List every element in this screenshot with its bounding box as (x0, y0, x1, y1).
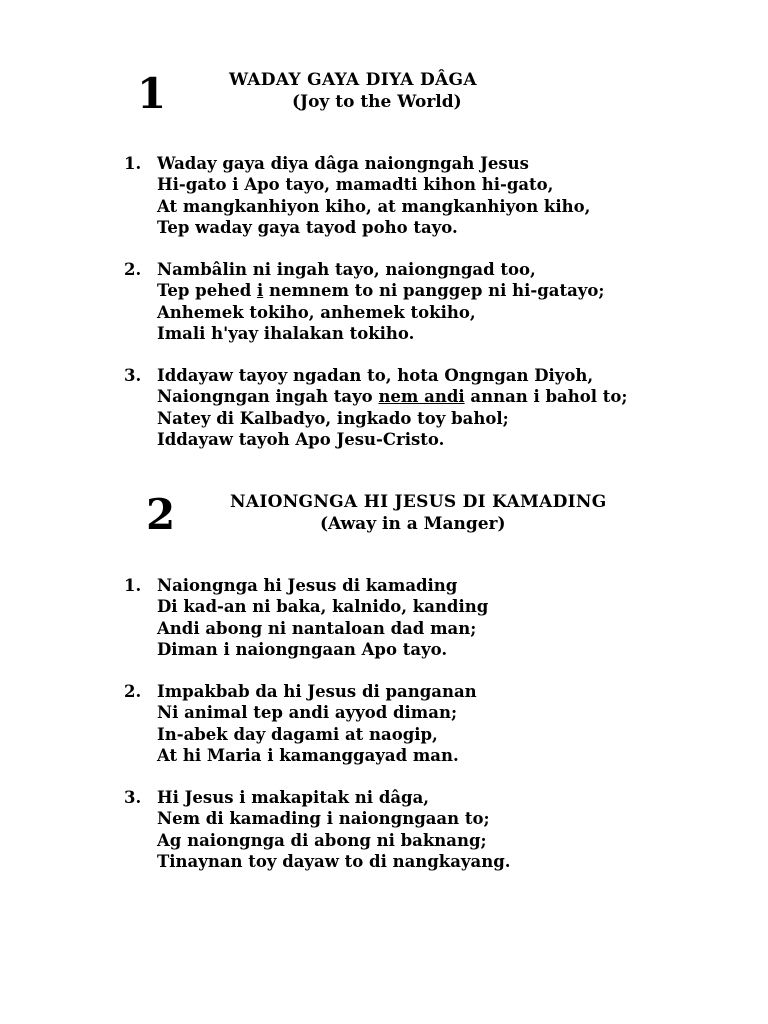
verse-line: Nem di kamading i naiongngaan to; (157, 809, 490, 829)
verse-line: Hi-gato i Apo tayo, mamadti kihon hi-gato, (157, 175, 554, 195)
underlined-text: i (256, 281, 264, 301)
verse-line: Ag naiongnga di abong ni baknang; (157, 830, 487, 850)
verse-line: Tinaynan toy dayaw to di nangkayang. (157, 852, 511, 872)
verse-line: Naiongnga hi Jesus di kamading (157, 576, 458, 595)
verse-line: Tep waday gaya tayod poho tayo. (157, 218, 458, 238)
verse-number: 3. (124, 788, 142, 807)
verse-number: 3. (124, 366, 142, 385)
hymn-number: 1 (137, 69, 167, 118)
hymn-number: 2 (146, 490, 176, 539)
verse-line: Nambâlin ni ingah tayo, naiongngad too, (157, 260, 536, 279)
verse-line: Anhemek tokiho, anhemek tokiho, (157, 302, 476, 322)
underlined-text: nem andi (378, 387, 465, 407)
verse-line: Ni animal tep andi ayyod diman; (157, 703, 458, 723)
verse-line: Naiongngan ingah tayo nem andi annan i bahol to; (157, 387, 628, 407)
verse-line: At mangkanhiyon kiho, at mangkanhiyon kiho, (157, 196, 591, 216)
verse-line: Iddayaw tayoh Apo Jesu-Cristo. (157, 430, 445, 450)
hymn-title: NAIONGNGA HI JESUS DI KAMADING (230, 492, 607, 512)
hymn-subtitle: (Away in a Manger) (320, 514, 506, 534)
verse-line: Waday gaya diya dâga naiongngah Jesus (157, 154, 529, 173)
verse-line: Diman i naiongngaan Apo tayo. (157, 640, 448, 660)
verse-line: Di kad-an ni baka, kalnido, kanding (157, 597, 489, 617)
verse-line: Impakbab da hi Jesus di panganan (157, 682, 477, 701)
hymn-subtitle: (Joy to the World) (292, 92, 462, 112)
verse-line: Andi abong ni nantaloan dad man; (157, 618, 477, 638)
verse-line: Hi Jesus i makapitak ni dâga, (157, 788, 430, 807)
verse-line: At hi Maria i kamanggayad man. (157, 746, 459, 766)
verse-number: 1. (124, 154, 142, 173)
verse-line: Imali h'yay ihalakan tokiho. (157, 324, 415, 344)
verse-line: Natey di Kalbadyo, ingkado toy bahol; (157, 408, 509, 428)
verse-line: Iddayaw tayoy ngadan to, hota Ongngan Diyoh, (157, 366, 594, 385)
verse-number: 2. (124, 260, 142, 279)
hymn-title: WADAY GAYA DIYA DÂGA (229, 70, 477, 90)
verse-line: In-abek day dagami at naogip, (157, 724, 438, 744)
verse-line: Tep pehed i nemnem to ni panggep ni hi-gatayo; (157, 281, 605, 301)
verse-number: 1. (124, 576, 142, 595)
verse-number: 2. (124, 682, 142, 701)
